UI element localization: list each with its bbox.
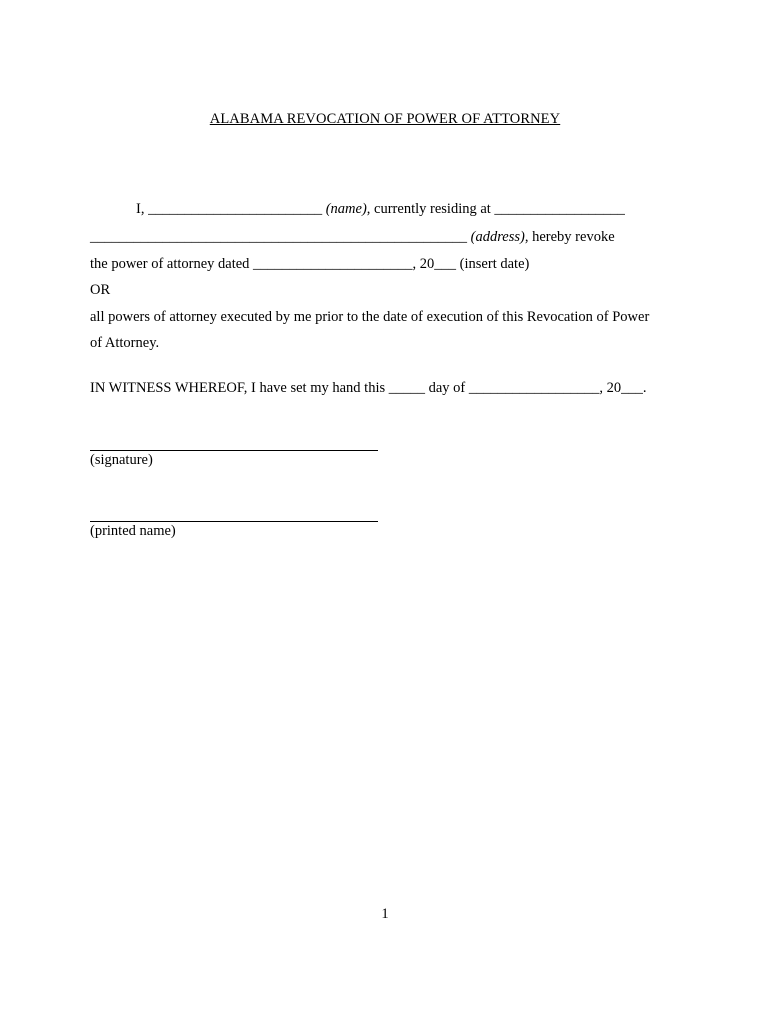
all-powers-line-2: of Attorney.: [90, 335, 160, 351]
witness-line: IN WITNESS WHEREOF, I have set my hand this _____ day of __________________, 20___.: [90, 380, 647, 396]
address-blank: ____________________________________________________: [90, 229, 471, 245]
printed-name-label: (printed name): [90, 523, 176, 539]
name-residence-line: [136, 200, 625, 218]
residence-text: , currently residing at __________________: [366, 201, 625, 217]
all-powers-line: all powers of attorney executed by me prior to the date of execution of this Revocation of Power: [90, 309, 650, 325]
document-title: ALABAMA REVOCATION OF POWER OF ATTORNEY: [209, 111, 561, 127]
or-text: OR: [90, 282, 111, 298]
revoke-text: , hereby revoke: [524, 229, 615, 245]
address-label: (address): [470, 229, 525, 245]
address-line: [90, 228, 615, 246]
poa-date-line: the power of attorney dated ______________________, 20___ (insert date): [90, 256, 530, 272]
name-label: (name): [325, 201, 367, 217]
signature-label: (signature): [90, 452, 153, 468]
page-number: 1: [381, 906, 389, 922]
name-line-prefix: I, ________________________: [136, 201, 326, 217]
